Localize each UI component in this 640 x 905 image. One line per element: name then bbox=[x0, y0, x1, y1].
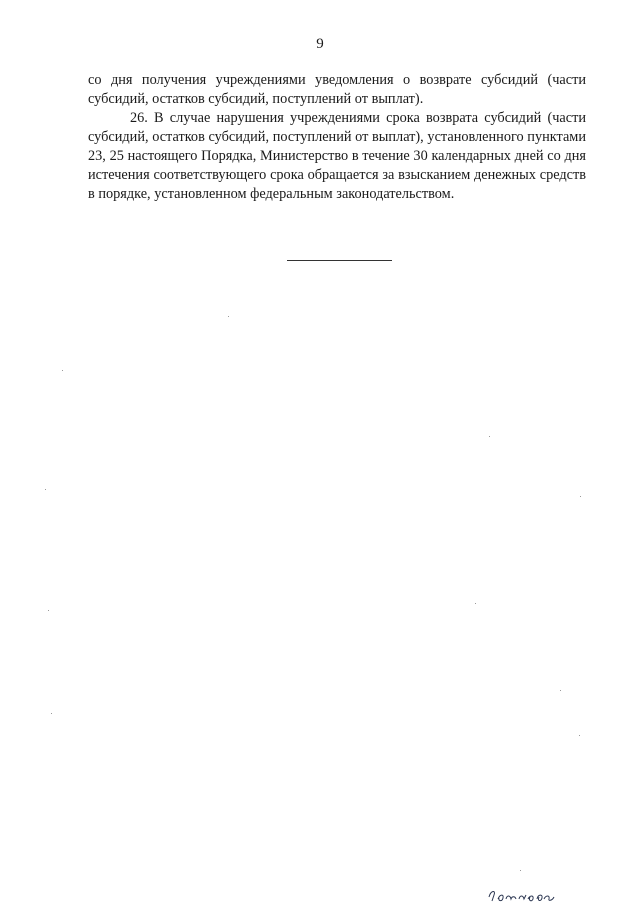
document-body bbox=[88, 71, 586, 204]
paragraph-continuation: со дня получения учреждениями уведомления о возврате субсидий (части субсидий, остатков субсидий, поступлений от выплат). bbox=[88, 72, 586, 107]
handwritten-signature bbox=[486, 883, 566, 905]
end-separator-line bbox=[287, 260, 392, 261]
paragraph-26: 26. В случае нарушения учреждениями срока возврата субсидий (части субсидий, остатков субсидий, поступлений от выплат), установленного пунктами 23, 25 настоящего Порядка, Министерство в течение 30 календарных дней со дня истечения соответствующего срока обращается за взысканием денежных средств в порядке, установленном федеральным законодательством. bbox=[88, 110, 586, 202]
page-number: 9 bbox=[316, 36, 324, 52]
